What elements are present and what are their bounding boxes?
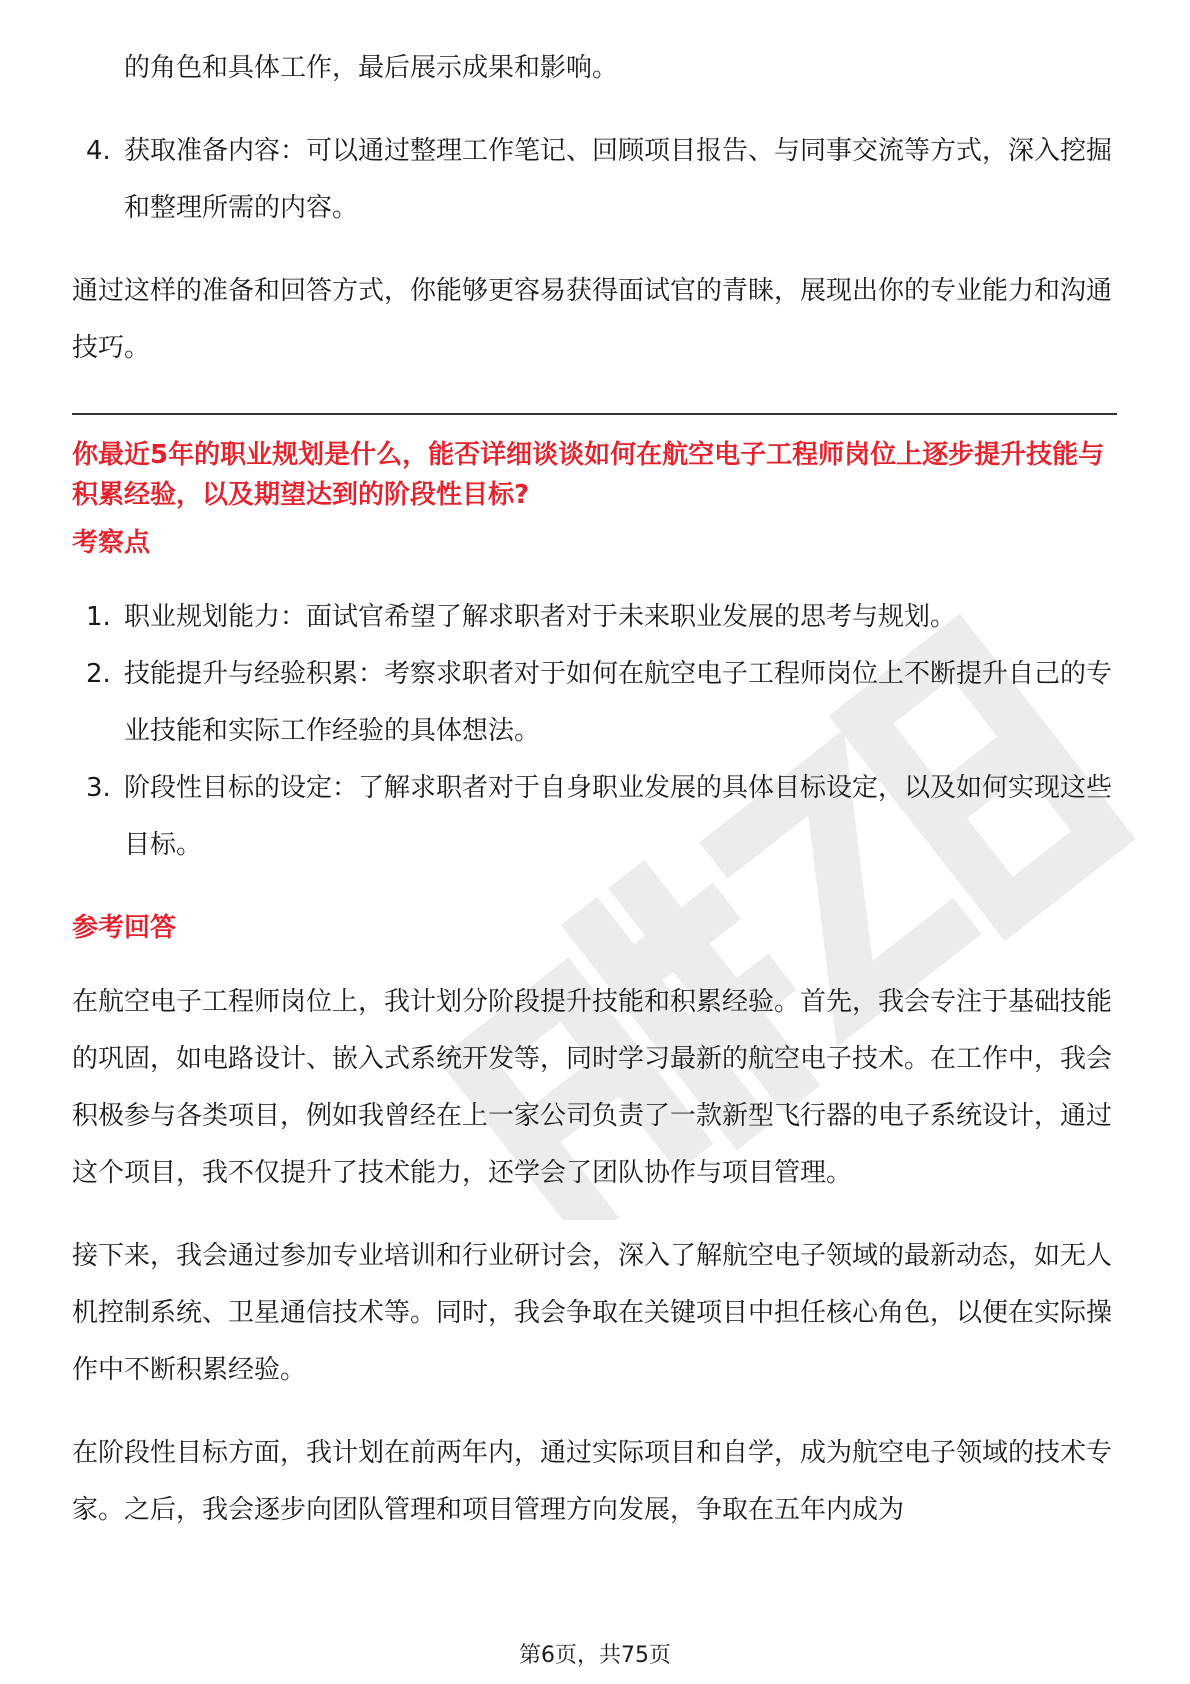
answer-paragraph-3: 在阶段性目标方面，我计划在前两年内，通过实际项目和自学，成为航空电子领域的技术专家。之后，我会逐步向团队管理和项目管理方向发展，争取在五年内成为 [72, 1438, 1113, 1525]
section-divider [72, 413, 1117, 415]
answer-paragraph-2: 接下来，我会通过参加专业培训和行业研讨会，深入了解航空电子领域的最新动态，如无人机控制系统、卫星通信技术等。同时，我会争取在关键项目中担任核心角色，以便在实际操作中不断积累经验。 [72, 1241, 1113, 1385]
main-content [72, 40, 1117, 1539]
assessment-item-1 [72, 589, 1117, 646]
list-item-text: 阶段性目标的设定：了解求职者对于自身职业发展的具体目标设定，以及如何实现这些目标。 [124, 773, 1113, 860]
interview-question: 你最近5年的职业规划是什么，能否详细谈谈如何在航空电子工程师岗位上逐步提升技能与积累经验，以及期望达到的阶段性目标? [72, 440, 1105, 510]
answer-paragraph-1: 在航空电子工程师岗位上，我计划分阶段提升技能和积累经验。首先，我会专注于基础技能的巩固，如电路设计、嵌入式系统开发等，同时学习最新的航空电子技术。在工作中，我会积极参与各类项目，例如我曾经在上一家公司负责了一款新型飞行器的电子系统设计，通过这个项目，我不仅提升了技术能力，还学会了团队协作与项目管理。 [72, 987, 1113, 1188]
answer-title: 参考回答 [72, 913, 177, 943]
conclusion-paragraph: 通过这样的准备和回答方式，你能够更容易获得面试官的青睐，展现出你的专业能力和沟通技巧。 [72, 276, 1113, 363]
continued-list-text: 的角色和具体工作，最后展示成果和影响。 [124, 53, 619, 83]
list-number: 1. [86, 602, 111, 632]
list-item-text: 技能提升与经验积累：考察求职者对于如何在航空电子工程师岗位上不断提升自己的专业技能和实际工作经验的具体想法。 [124, 659, 1113, 746]
assessment-item-2 [72, 646, 1117, 760]
assessment-title: 考察点 [72, 528, 151, 558]
list-item-4 [72, 123, 1117, 237]
page-number-footer: 第6页，共75页 [519, 1643, 671, 1668]
list-item-text: 获取准备内容：可以通过整理工作笔记、回顾项目报告、与同事交流等方式，深入挖掘和整理所需的内容。 [124, 136, 1113, 223]
list-item-text: 职业规划能力：面试官希望了解求职者对于未来职业发展的思考与规划。 [124, 602, 957, 632]
assessment-item-3 [72, 760, 1117, 874]
list-number: 3. [86, 773, 111, 803]
list-number: 4. [86, 136, 111, 166]
list-number: 2. [86, 659, 111, 689]
